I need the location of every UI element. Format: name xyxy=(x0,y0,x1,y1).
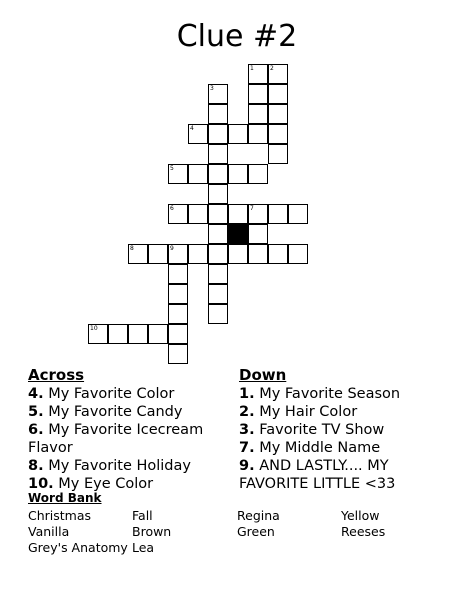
clue-number: 1 xyxy=(250,65,254,72)
clue-number: 3 xyxy=(210,85,214,92)
clue-number: 8 xyxy=(130,245,134,252)
clue-number: 6 xyxy=(170,205,174,212)
crossword-cell[interactable] xyxy=(168,204,188,224)
crossword-cell[interactable] xyxy=(208,204,228,224)
crossword-cell[interactable] xyxy=(168,284,188,304)
puzzle-title: Clue #2 xyxy=(176,19,298,54)
crossword-cell[interactable] xyxy=(168,304,188,324)
crossword-cell[interactable] xyxy=(88,324,108,344)
word-bank-item: Lea xyxy=(132,540,155,555)
crossword-cell[interactable] xyxy=(128,324,148,344)
crossword-cell[interactable] xyxy=(228,124,248,144)
crossword-cell[interactable] xyxy=(208,124,228,144)
crossword-cell[interactable] xyxy=(268,104,288,124)
across-clue: 6. My Favorite Icecream xyxy=(28,422,204,438)
across-clue: 5. My Favorite Candy xyxy=(28,404,183,420)
crossword-cell[interactable] xyxy=(208,184,228,204)
clue-number: 4 xyxy=(190,125,194,132)
crossword-cell[interactable] xyxy=(208,224,228,244)
crossword-cell[interactable] xyxy=(168,324,188,344)
crossword-cell[interactable] xyxy=(248,244,268,264)
word-bank-item: Green xyxy=(237,524,275,539)
down-clue: 3. Favorite TV Show xyxy=(239,422,385,438)
crossword-cell[interactable] xyxy=(268,64,288,84)
crossword-cell[interactable] xyxy=(108,324,128,344)
down-heading: Down xyxy=(239,366,287,384)
crossword-cell[interactable] xyxy=(148,324,168,344)
crossword-cell[interactable] xyxy=(228,164,248,184)
crossword-cell[interactable] xyxy=(168,264,188,284)
down-clue: 7. My Middle Name xyxy=(239,440,381,456)
crossword-cell[interactable] xyxy=(168,244,188,264)
crossword-cell[interactable] xyxy=(208,304,228,324)
across-clue: 8. My Favorite Holiday xyxy=(28,458,191,474)
crossword-cell[interactable] xyxy=(208,244,228,264)
crossword-cell[interactable] xyxy=(168,164,188,184)
word-bank-item: Reeses xyxy=(341,524,386,539)
crossword-cell[interactable] xyxy=(148,244,168,264)
crossword-cell[interactable] xyxy=(208,264,228,284)
down-clue: 9. AND LASTLY.... MY xyxy=(239,458,389,474)
across-clue: 10. My Eye Color xyxy=(28,476,154,492)
word-bank-item: Brown xyxy=(132,524,172,539)
across-clues xyxy=(28,385,228,493)
crossword-cell[interactable] xyxy=(168,344,188,364)
word-bank-item: Yellow xyxy=(341,508,380,523)
crossword-cell[interactable] xyxy=(248,64,268,84)
word-bank-item: Vanilla xyxy=(28,524,70,539)
down-clues xyxy=(239,385,449,493)
crossword-cell[interactable] xyxy=(208,144,228,164)
across-clue: 4. My Favorite Color xyxy=(28,386,175,402)
crossword-cell[interactable] xyxy=(268,204,288,224)
down-clue: 1. My Favorite Season xyxy=(239,386,401,402)
crossword-cell[interactable] xyxy=(248,164,268,184)
crossword-cell[interactable] xyxy=(248,204,268,224)
crossword-cell[interactable] xyxy=(288,204,308,224)
word-bank-item: Fall xyxy=(132,508,153,523)
word-bank-heading: Word Bank xyxy=(28,491,102,505)
word-bank-item: Regina xyxy=(237,508,280,523)
crossword-cell[interactable] xyxy=(208,84,228,104)
crossword-cell[interactable] xyxy=(228,244,248,264)
crossword-cell[interactable] xyxy=(208,284,228,304)
word-bank-item: Christmas xyxy=(28,508,92,523)
clue-number: 2 xyxy=(270,65,274,72)
down-clue: 2. My Hair Color xyxy=(239,404,358,420)
crossword-cell[interactable] xyxy=(248,104,268,124)
crossword-cell[interactable] xyxy=(208,104,228,124)
crossword-cell[interactable] xyxy=(208,164,228,184)
crossword-cell[interactable] xyxy=(228,204,248,224)
clue-number: 7 xyxy=(250,205,254,212)
crossword-cell[interactable] xyxy=(248,124,268,144)
down-clue-continued: FAVORITE LITTLE <33 xyxy=(239,476,396,492)
clue-number: 5 xyxy=(170,165,174,172)
crossword-cell[interactable] xyxy=(188,244,208,264)
crossword-block xyxy=(228,224,248,244)
crossword-cell[interactable] xyxy=(128,244,148,264)
crossword-cell[interactable] xyxy=(288,244,308,264)
crossword-cell[interactable] xyxy=(248,224,268,244)
across-clue-continued: Flavor xyxy=(28,440,73,456)
crossword-cell[interactable] xyxy=(188,204,208,224)
clue-number: 9 xyxy=(170,245,174,252)
crossword-cell[interactable] xyxy=(268,124,288,144)
crossword-cell[interactable] xyxy=(268,144,288,164)
crossword-cell[interactable] xyxy=(188,164,208,184)
crossword-cell[interactable] xyxy=(268,244,288,264)
clue-number: 10 xyxy=(90,325,98,332)
crossword-cell[interactable] xyxy=(188,124,208,144)
across-heading: Across xyxy=(28,366,85,384)
word-bank-item: Grey's Anatomy xyxy=(28,540,128,555)
crossword-cell[interactable] xyxy=(268,84,288,104)
crossword-cell[interactable] xyxy=(248,84,268,104)
